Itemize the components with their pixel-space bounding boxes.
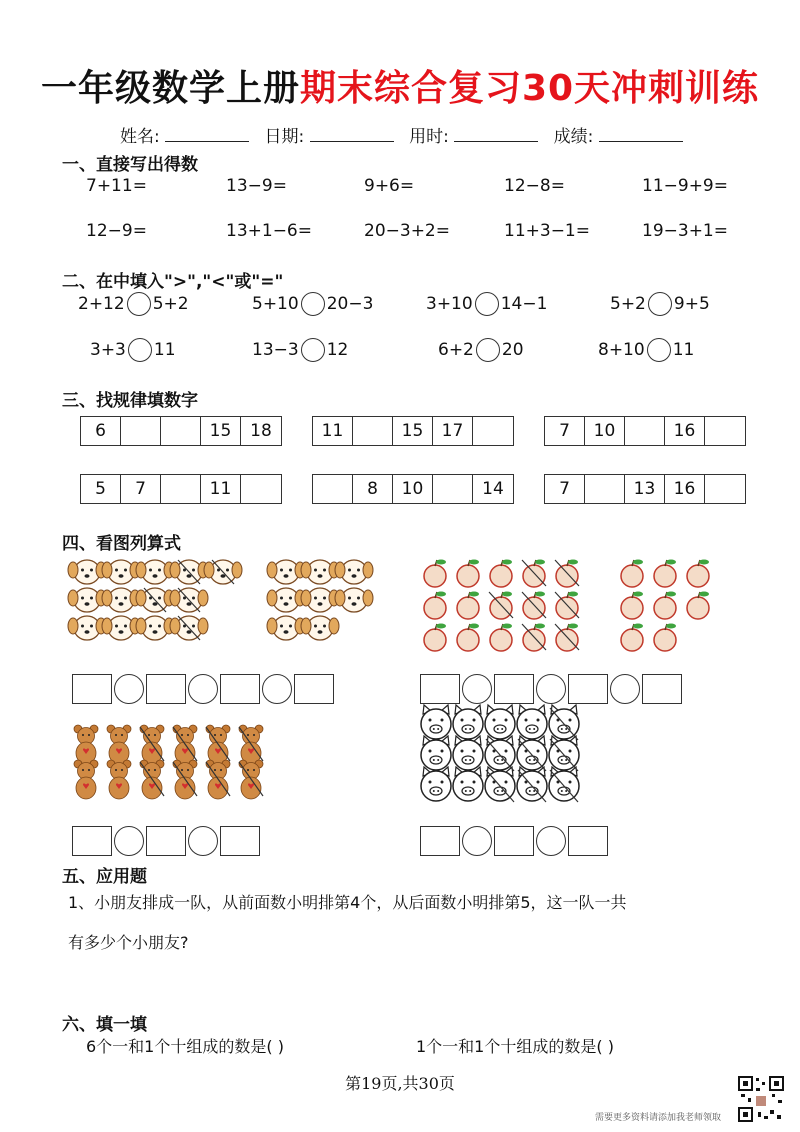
- compare-left: 2+12: [78, 294, 125, 314]
- calc-item: 20−3+2=: [364, 221, 450, 241]
- calc-item: 11−9+9=: [642, 176, 728, 196]
- sequence-cell[interactable]: [121, 417, 161, 445]
- compare-left: 3+10: [426, 294, 473, 314]
- title-part-black: 一年级数学上册: [40, 68, 300, 109]
- number-box[interactable]: [494, 826, 534, 856]
- sequence-cell[interactable]: [161, 417, 201, 445]
- compare-right: 12: [326, 340, 349, 360]
- compare-right: 11: [672, 340, 695, 360]
- sequence-cell[interactable]: 11: [313, 417, 353, 445]
- student-info-line: [120, 122, 693, 147]
- section1-heading: 一、直接写出得数: [62, 155, 198, 175]
- compare-right: 5+2: [152, 294, 189, 314]
- name-blank[interactable]: [165, 127, 249, 142]
- sequence-row: [80, 474, 282, 504]
- dog-group-2: [267, 560, 373, 640]
- sequence-cell[interactable]: 11: [201, 475, 241, 503]
- compare-circle[interactable]: [476, 338, 500, 362]
- compare-item: [610, 292, 710, 316]
- number-box[interactable]: [420, 674, 460, 704]
- number-box[interactable]: [294, 674, 334, 704]
- compare-circle[interactable]: [648, 292, 672, 316]
- sequence-cell[interactable]: [705, 475, 745, 503]
- score-blank[interactable]: [599, 127, 683, 142]
- compare-item: [438, 338, 524, 362]
- section2-heading: 二、在中填入">","<"或"=": [62, 272, 284, 292]
- number-box[interactable]: [568, 826, 608, 856]
- compare-item: [78, 292, 189, 316]
- compare-right: 11: [153, 340, 176, 360]
- date-blank[interactable]: [310, 127, 394, 142]
- calc-item: 7+11=: [86, 176, 147, 196]
- compare-left: 13−3: [252, 340, 299, 360]
- sequence-cell[interactable]: 15: [393, 417, 433, 445]
- number-box[interactable]: [420, 826, 460, 856]
- sequence-cell[interactable]: 10: [393, 475, 433, 503]
- section5-heading: 五、应用题: [62, 867, 147, 887]
- compare-item: [598, 338, 694, 362]
- compare-left: 3+3: [90, 340, 126, 360]
- equation-boxes: [420, 674, 682, 704]
- bear-group: [74, 725, 263, 799]
- operator-circle[interactable]: [536, 674, 566, 704]
- section6-heading: 六、填一填: [62, 1015, 147, 1035]
- sequence-cell[interactable]: 7: [545, 475, 585, 503]
- compare-right: 20: [501, 340, 524, 360]
- sequence-row: [312, 416, 514, 446]
- sequence-cell[interactable]: 18: [250, 421, 272, 441]
- sequence-row: [80, 416, 282, 446]
- sequence-cell[interactable]: 10: [585, 417, 625, 445]
- qr-code-icon: [738, 1076, 784, 1122]
- fill-in-left: 6个一和1个十组成的数是( ): [86, 1037, 284, 1056]
- calc-item: 12−8=: [504, 176, 565, 196]
- compare-circle[interactable]: [128, 338, 152, 362]
- sequence-cell[interactable]: [433, 475, 473, 503]
- number-box[interactable]: [494, 674, 534, 704]
- compare-left: 5+10: [252, 294, 299, 314]
- compare-circle[interactable]: [647, 338, 671, 362]
- operator-circle[interactable]: [462, 674, 492, 704]
- dog-group-1: [68, 560, 242, 640]
- page-number: 第19页,共30页: [345, 1074, 455, 1093]
- sequence-cell[interactable]: 7: [121, 475, 161, 503]
- operator-circle[interactable]: [262, 674, 292, 704]
- sequence-cell[interactable]: 16: [665, 475, 705, 503]
- sequence-cell[interactable]: 15: [201, 417, 241, 445]
- number-box[interactable]: [568, 674, 608, 704]
- number-box[interactable]: [146, 826, 186, 856]
- compare-right: 20−3: [326, 294, 374, 314]
- compare-circle[interactable]: [475, 292, 499, 316]
- calc-item: 12−9=: [86, 221, 147, 241]
- picture-illustrations: [60, 550, 780, 870]
- calc-item: 19−3+1=: [642, 221, 728, 241]
- equation-boxes: [72, 826, 260, 856]
- apple-group-2: [621, 560, 709, 652]
- sequence-cell[interactable]: 13: [625, 475, 665, 503]
- operator-circle[interactable]: [114, 674, 144, 704]
- compare-circle[interactable]: [301, 292, 325, 316]
- compare-item: [252, 338, 348, 362]
- sequence-cell[interactable]: [705, 417, 745, 445]
- compare-right: 9+5: [673, 294, 710, 314]
- sequence-row: [312, 474, 514, 504]
- sequence-cell[interactable]: [585, 475, 625, 503]
- calc-item: 13−9=: [226, 176, 287, 196]
- apple-group-1: [424, 560, 579, 652]
- operator-circle[interactable]: [610, 674, 640, 704]
- operator-circle[interactable]: [536, 826, 566, 856]
- compare-left: 5+2: [610, 294, 646, 314]
- equation-boxes: [72, 674, 334, 704]
- time-label: 用时:: [409, 127, 449, 147]
- number-box[interactable]: [220, 674, 260, 704]
- operator-circle[interactable]: [188, 674, 218, 704]
- compare-circle[interactable]: [301, 338, 325, 362]
- sequence-cell[interactable]: 16: [665, 417, 705, 445]
- footer-note: 需要更多资料请添加我老师领取: [595, 1113, 722, 1123]
- sequence-cell[interactable]: 14: [482, 479, 504, 499]
- operator-circle[interactable]: [188, 826, 218, 856]
- compare-left: 8+10: [598, 340, 645, 360]
- compare-circle[interactable]: [127, 292, 151, 316]
- compare-right: 14−1: [500, 294, 548, 314]
- compare-item: [90, 338, 176, 362]
- compare-left: 6+2: [438, 340, 474, 360]
- calc-item: 9+6=: [364, 176, 415, 196]
- date-label: 日期:: [264, 127, 305, 147]
- number-box[interactable]: [146, 674, 186, 704]
- word-problem-line-1: 1、小朋友排成一队，从前面数小明排第4个，从后面数小明排第5，这一队一共: [68, 893, 627, 912]
- calc-item: 13+1−6=: [226, 221, 312, 241]
- sequence-cell[interactable]: [473, 417, 513, 445]
- sequence-cell[interactable]: 7: [545, 417, 585, 445]
- sequence-cell[interactable]: [313, 475, 353, 503]
- name-label: 姓名:: [120, 127, 160, 147]
- fill-in-right: 1个一和1个十组成的数是( ): [416, 1037, 614, 1056]
- sequence-cell[interactable]: 8: [353, 475, 393, 503]
- number-box[interactable]: [72, 826, 112, 856]
- section3-heading: 三、找规律填数字: [62, 391, 198, 411]
- calc-item: 11+3−1=: [504, 221, 590, 241]
- title-part-red: 期末综合复习30天冲刺训练: [299, 68, 760, 109]
- score-label: 成绩:: [553, 127, 594, 147]
- sequence-row: [544, 416, 746, 446]
- number-box[interactable]: [72, 674, 112, 704]
- operator-circle[interactable]: [114, 826, 144, 856]
- page-title: [0, 60, 800, 111]
- sequence-cell[interactable]: [625, 417, 665, 445]
- sequence-cell[interactable]: 17: [433, 417, 473, 445]
- number-box[interactable]: [220, 826, 260, 856]
- sequence-cell[interactable]: 5: [81, 475, 121, 503]
- operator-circle[interactable]: [462, 826, 492, 856]
- sequence-cell[interactable]: 6: [81, 417, 121, 445]
- pig-group: [421, 705, 579, 802]
- word-problem-line-2: 有多少个小朋友?: [68, 933, 189, 952]
- sequence-cell[interactable]: [161, 475, 201, 503]
- time-blank[interactable]: [454, 127, 538, 142]
- compare-item: [252, 292, 373, 316]
- number-box[interactable]: [642, 674, 682, 704]
- sequence-cell[interactable]: [241, 475, 281, 503]
- compare-item: [426, 292, 547, 316]
- equation-boxes: [420, 826, 608, 856]
- sequence-cell[interactable]: [353, 417, 393, 445]
- sequence-row: [544, 474, 746, 504]
- section4-heading: 四、看图列算式: [62, 534, 181, 554]
